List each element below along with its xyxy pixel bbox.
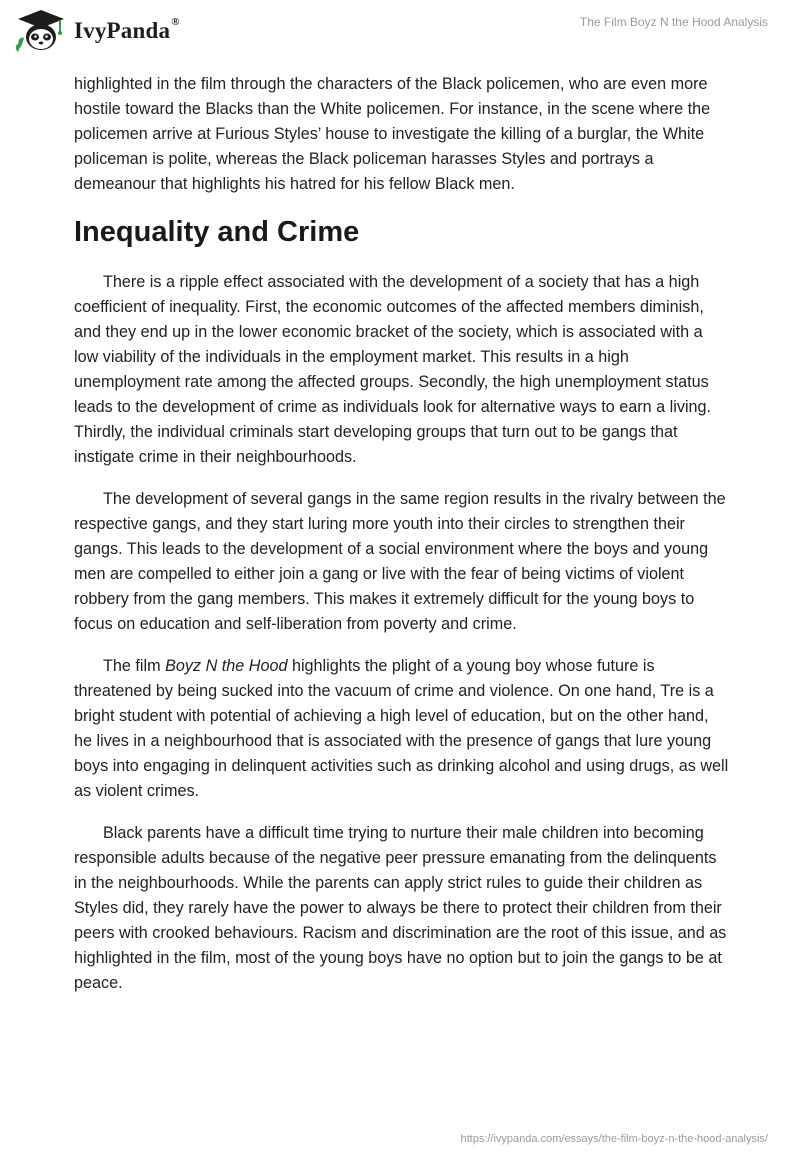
logo-wordmark-text: IvyPanda <box>74 18 171 43</box>
ivypanda-logo[interactable] <box>14 8 180 54</box>
panda-graduate-icon <box>14 8 68 54</box>
page-header <box>0 0 800 70</box>
paragraph-gang-rivalry: The development of several gangs in the same region results in the rivalry between the respective gangs, and they start luring more youth into their circles to strengthen their gangs. This leads to the development of a social environment where the boys and young men are compelled to either join a gang or live with the fear of being victims of violent robbery from the gang members. This makes it extremely difficult for the young boys to focus on education and self-liberation from poverty and crime. <box>74 490 726 633</box>
source-url[interactable]: https://ivypanda.com/essays/the-film-boyz-n-the-hood-analysis/ <box>460 1133 768 1145</box>
paragraph-continued: highlighted in the film through the characters of the Black policemen, who are even more hostile toward the Blacks than the White policemen. For instance, in the scene where the policemen arrive at Furious Styles’ house to investigate the killing of a burglar, the White policeman is polite, whereas the Black policeman harasses Styles and portrays a demeanour that highlights his hatred for his fellow Black men. <box>74 75 711 193</box>
paragraph-black-parents: Black parents have a difficult time trying to nurture their male children into becoming responsible adults because of the negative peer pressure emanating from the delinquents in the neighbourhoods. While the parents can apply strict rules to guide their children as Styles did, they rarely have the power to always be there to protect their children from their peers with crooked behaviours. Racism and discrimination are the root of this issue, and as highlighted in the film, most of the young boys have no option but to join the gangs to be at peace. <box>74 824 727 992</box>
paragraph-ripple-effect: There is a ripple effect associated with the development of a society that has a high coefficient of inequality. First, the economic outcomes of the affected members diminish, and they end up in the lower economic bracket of the society, which is associated with a low viability of the individuals in the employment market. This results in a high unemployment rate among the affected groups. Secondly, the high unemployment status leads to the development of crime as individuals look for alternative ways to earn a living. Thirdly, the individual criminals start developing groups that turn out to be gangs that instigate crime in their neighbourhoods. <box>74 273 712 466</box>
paragraph-film-plight <box>74 654 730 804</box>
essay-content <box>74 72 730 1013</box>
document-title: The Film Boyz N the Hood Analysis <box>579 15 768 29</box>
paragraph-film-plight-start: The film <box>103 657 166 675</box>
film-title: Boyz N the Hood <box>165 657 288 675</box>
registered-mark: ® <box>171 16 180 28</box>
section-heading: Inequality and Crime <box>74 216 360 248</box>
paragraph-film-plight-rest: highlights the plight of a young boy whose future is threatened by being sucked into the vacuum of crime and violence. On one hand, Tre is a bright student with potential of achieving a high level of education, but on the other hand, he lives in a neighbourhood that is associated with the presence of gangs that lure young boys into engaging in delinquent activities such as drinking alcohol and using drugs, as well as violent crimes. <box>74 657 729 800</box>
logo-wordmark <box>74 18 180 44</box>
